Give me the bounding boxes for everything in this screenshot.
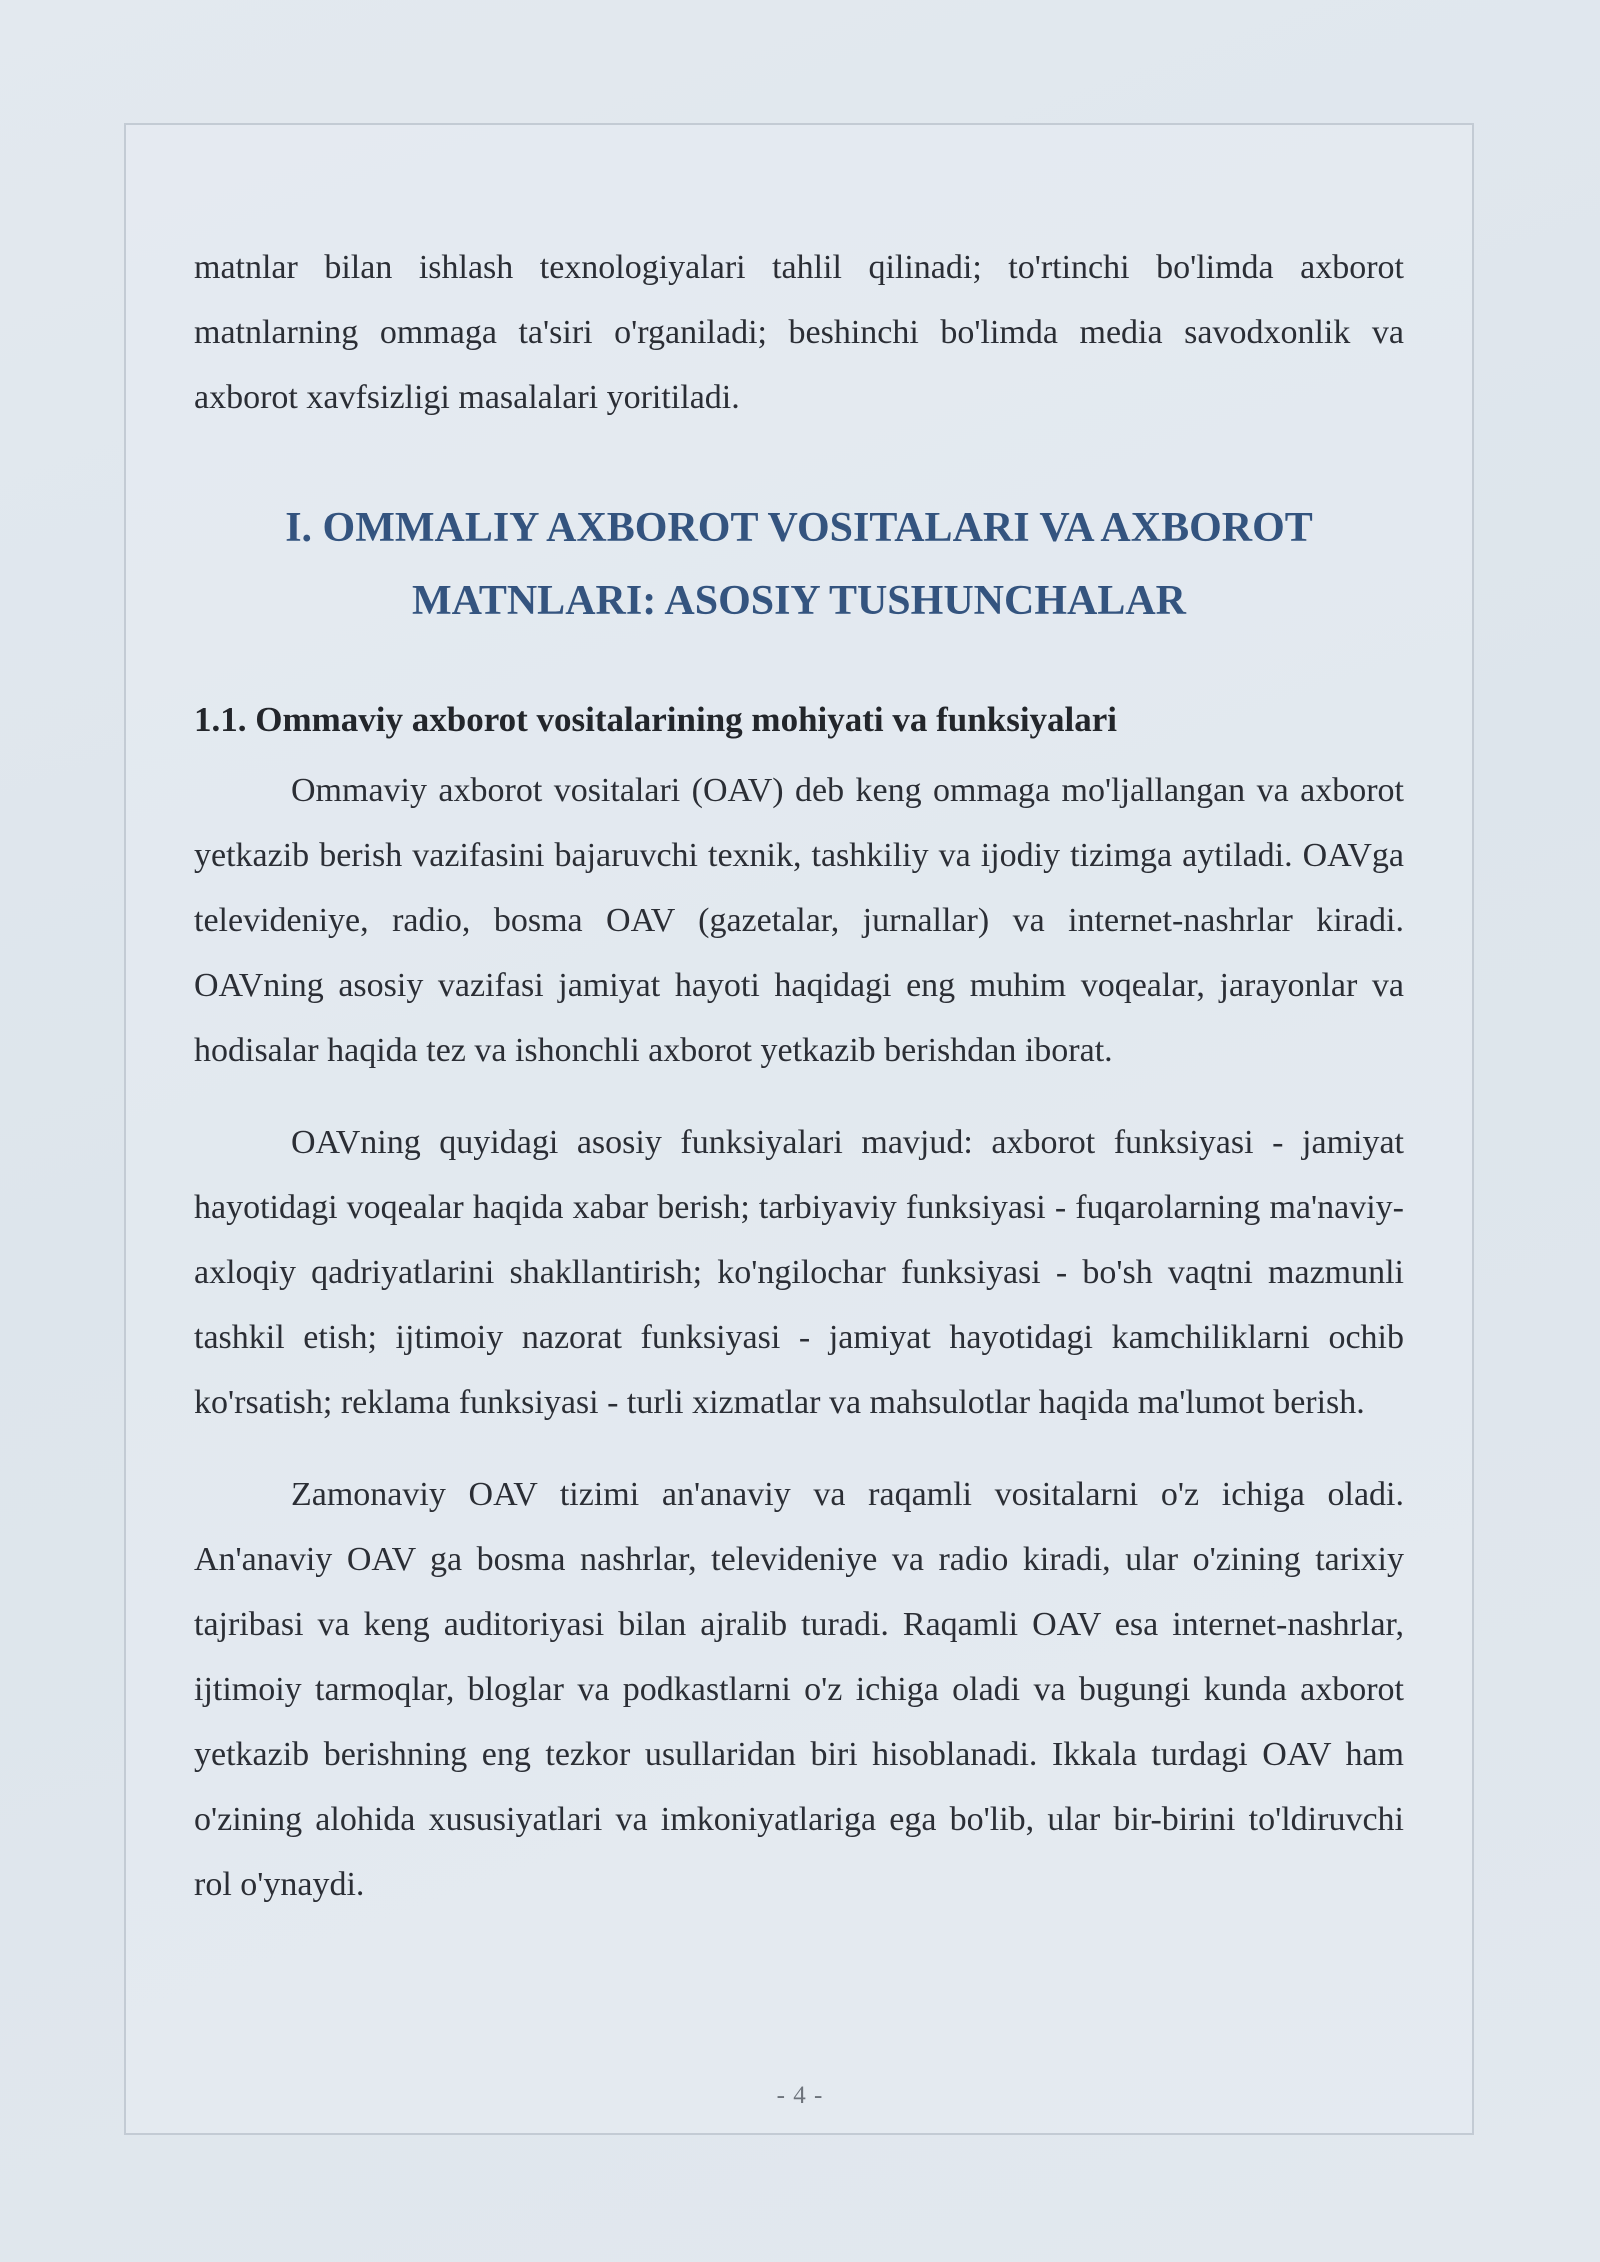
body-paragraph-1: Ommaviy axborot vositalari (OAV) deb keng ommaga mo'ljallangan va axborot yetkazib berish vazifasini bajaruvchi texnik, tashkiliy va ijodiy tizimga aytiladi. OAVga televideniye, radio, bosma OAV (gazetalar, jurnallar) va internet-nashrlar kiradi. OAVning asosiy vazifasi jamiyat hayoti haqidagi eng muhim voqealar, jarayonlar va hodisalar haqida tez va ishonchli axborot yetkazib berishdan iborat. (194, 772, 1404, 1069)
section-title (194, 492, 1404, 638)
page-content (194, 235, 1404, 1917)
intro-paragraph: matnlar bilan ishlash texnologiyalari tahlil qilinadi; to'rtinchi bo'limda axborot matnlarning ommaga ta'siri o'rganiladi; beshinchi bo'limda media savodxonlik va axborot xavfsizligi masalalari yoritiladi. (194, 249, 1404, 416)
body-paragraph-2: OAVning quyidagi asosiy funksiyalari mavjud: axborot funksiyasi - jamiyat hayotidagi voqealar haqida xabar berish; tarbiyaviy funksiyasi - fuqarolarning ma'naviy-axloqiy qadriyatlarini shakllantirish; ko'ngilochar funksiyasi - bo'sh vaqtni mazmunli tashkil etish; ijtimoiy nazorat funksiyasi - jamiyat hayotidagi kamchiliklarni ochib ko'rsatish; reklama funksiyasi - turli xizmatlar va mahsulotlar haqida ma'lumot berish. (194, 1124, 1404, 1421)
body-paragraph-3: Zamonaviy OAV tizimi an'anaviy va raqamli vositalarni o'z ichiga oladi. An'anaviy OAV ga bosma nashrlar, televideniye va radio kiradi, ular o'zining tarixiy tajribasi va keng auditoriyasi bilan ajralib turadi. Raqamli OAV esa internet-nashrlar, ijtimoiy tarmoqlar, bloglar va podkastlarni o'z ichiga oladi va bugungi kunda axborot yetkazib berishning eng tezkor usullaridan biri hisoblanadi. Ikkala turdagi OAV ham o'zining alohida xususiyatlari va imkoniyatlariga ega bo'lib, ular bir-birini to'ldiruvchi rol o'ynaydi. (194, 1476, 1404, 1903)
section-title-line-1: I. OMMALIY AXBOROT VOSITALARI VA AXBOROT (285, 505, 1313, 551)
section-title-line-2: MATNLARI: ASOSIY TUSHUNCHALAR (411, 578, 1186, 624)
subsection-title: 1.1. Ommaviy axborot vositalarining mohiyati va funksiyalari (194, 700, 1118, 739)
page-number: - 4 - (776, 2082, 824, 2109)
document-page (124, 123, 1474, 2135)
